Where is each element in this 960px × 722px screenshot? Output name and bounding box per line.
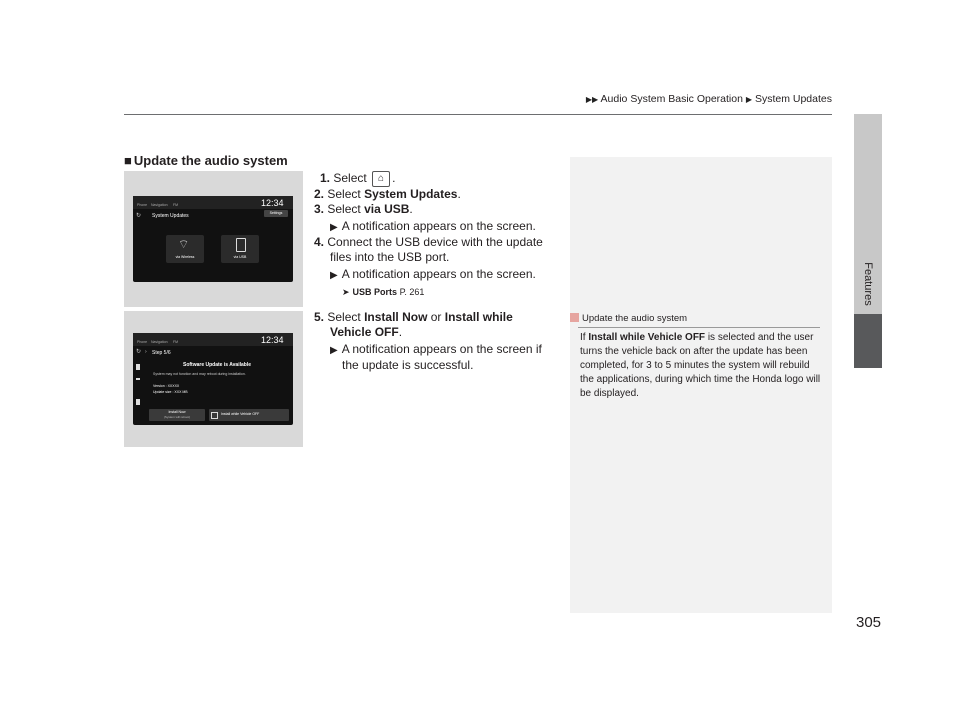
usb-icon (236, 238, 246, 252)
screenshot-2 (124, 311, 303, 447)
install-now-label: Install Now (168, 410, 186, 414)
step-4: 4. Connect the USB device with the update (314, 235, 543, 249)
via-wireless-button[interactable] (166, 235, 204, 263)
via-usb-button[interactable] (221, 235, 259, 263)
dialog-title: Software Update is Available (183, 362, 251, 368)
scroll-up-icon[interactable] (136, 364, 140, 370)
step-5-result: ▶ A notification appears on the screen if (330, 342, 542, 356)
result-arrow-icon: ▶ (330, 270, 338, 281)
wireless-icon: ⌔ (178, 237, 190, 251)
triangle-icon: ▶▶ (585, 95, 599, 104)
refresh-icon: ↻ (136, 349, 142, 355)
step-4-result: ▶ A notification appears on the screen. (330, 267, 536, 281)
reference-icon: ➤ (342, 287, 350, 297)
steps-list (314, 171, 564, 300)
step-2: 2. Select System Updates. (314, 187, 461, 201)
note-rule (578, 327, 820, 328)
chevron-right-icon: › (145, 349, 147, 355)
status-fm: FM (173, 340, 179, 344)
breadcrumb-parent: Audio System Basic Operation (600, 93, 743, 105)
result-arrow-icon: ▶ (330, 222, 338, 233)
install-now-button[interactable] (149, 409, 205, 421)
page-number: 305 (856, 614, 882, 631)
side-tab-label: Features (862, 262, 874, 306)
step-3: 3. Select via USB. (314, 202, 413, 216)
screen-1-title: System Updates (152, 213, 189, 219)
result-arrow-icon: ▶ (330, 345, 338, 356)
square-bullet-icon: ■ (124, 153, 132, 168)
step-5: 5. Select Install Now or Install while Vehicle OFF. ▶ A notification appears on the screen if the update is successful. (314, 310, 564, 373)
screen-2-display (133, 333, 293, 425)
refresh-icon: ↻ (136, 213, 142, 219)
usb-ports-reference[interactable]: ➤ USB Ports P. 261 (342, 287, 425, 297)
scroll-down-icon[interactable] (136, 399, 140, 405)
breadcrumb (0, 93, 832, 105)
install-now-sublabel: (System will reboot) (163, 415, 191, 419)
dialog-message: System may not function and may reboot during installation. (153, 372, 246, 376)
screenshot-1 (124, 171, 303, 307)
note-icon (570, 313, 579, 322)
install-while-vehicle-off-label: Install while Vehicle OFF (221, 412, 260, 416)
step-1: 1. Select ⌂ . (320, 171, 396, 186)
side-tab-active (854, 314, 882, 368)
screen-1-clock: 12:34 (261, 198, 284, 208)
version-text: Version : XXXXX (153, 384, 180, 388)
step-3-result: ▶ A notification appears on the screen. (330, 219, 536, 233)
scroll-bar[interactable] (136, 378, 140, 380)
status-navigation: Navigation (151, 203, 168, 207)
screen-1-display (133, 196, 293, 282)
note-title: Update the audio system (570, 313, 832, 324)
section-heading: ■ Update the audio system (124, 153, 288, 168)
via-usb-label: via USB (233, 255, 247, 259)
via-wireless-label: via Wireless (175, 255, 195, 259)
triangle-icon: ▶ (745, 95, 753, 104)
step-4-cont: files into the USB port. (330, 250, 450, 264)
step-indicator: Step 5/6 (152, 350, 171, 356)
screen-2-clock: 12:34 (261, 335, 284, 345)
breadcrumb-current: System Updates (754, 93, 832, 105)
checkbox-icon (211, 412, 218, 419)
note-text: If Install while Vehicle OFF is selected and the user turns the vehicle back on after the update has been completed, for 3 to 5 minutes the system will rebuild the applications, during which time the Honda logo will be displayed. (580, 332, 821, 399)
header-rule (124, 114, 832, 115)
settings-button[interactable]: Settings (264, 210, 288, 217)
status-phone: Phone (137, 203, 148, 207)
side-tab (856, 254, 880, 314)
install-while-vehicle-off-button[interactable] (209, 409, 289, 421)
status-navigation: Navigation (151, 340, 168, 344)
status-phone: Phone (137, 340, 148, 344)
update-size-text: Update size : XXX MB (153, 390, 188, 394)
status-fm: FM (173, 203, 179, 207)
home-icon: ⌂ (372, 171, 390, 187)
